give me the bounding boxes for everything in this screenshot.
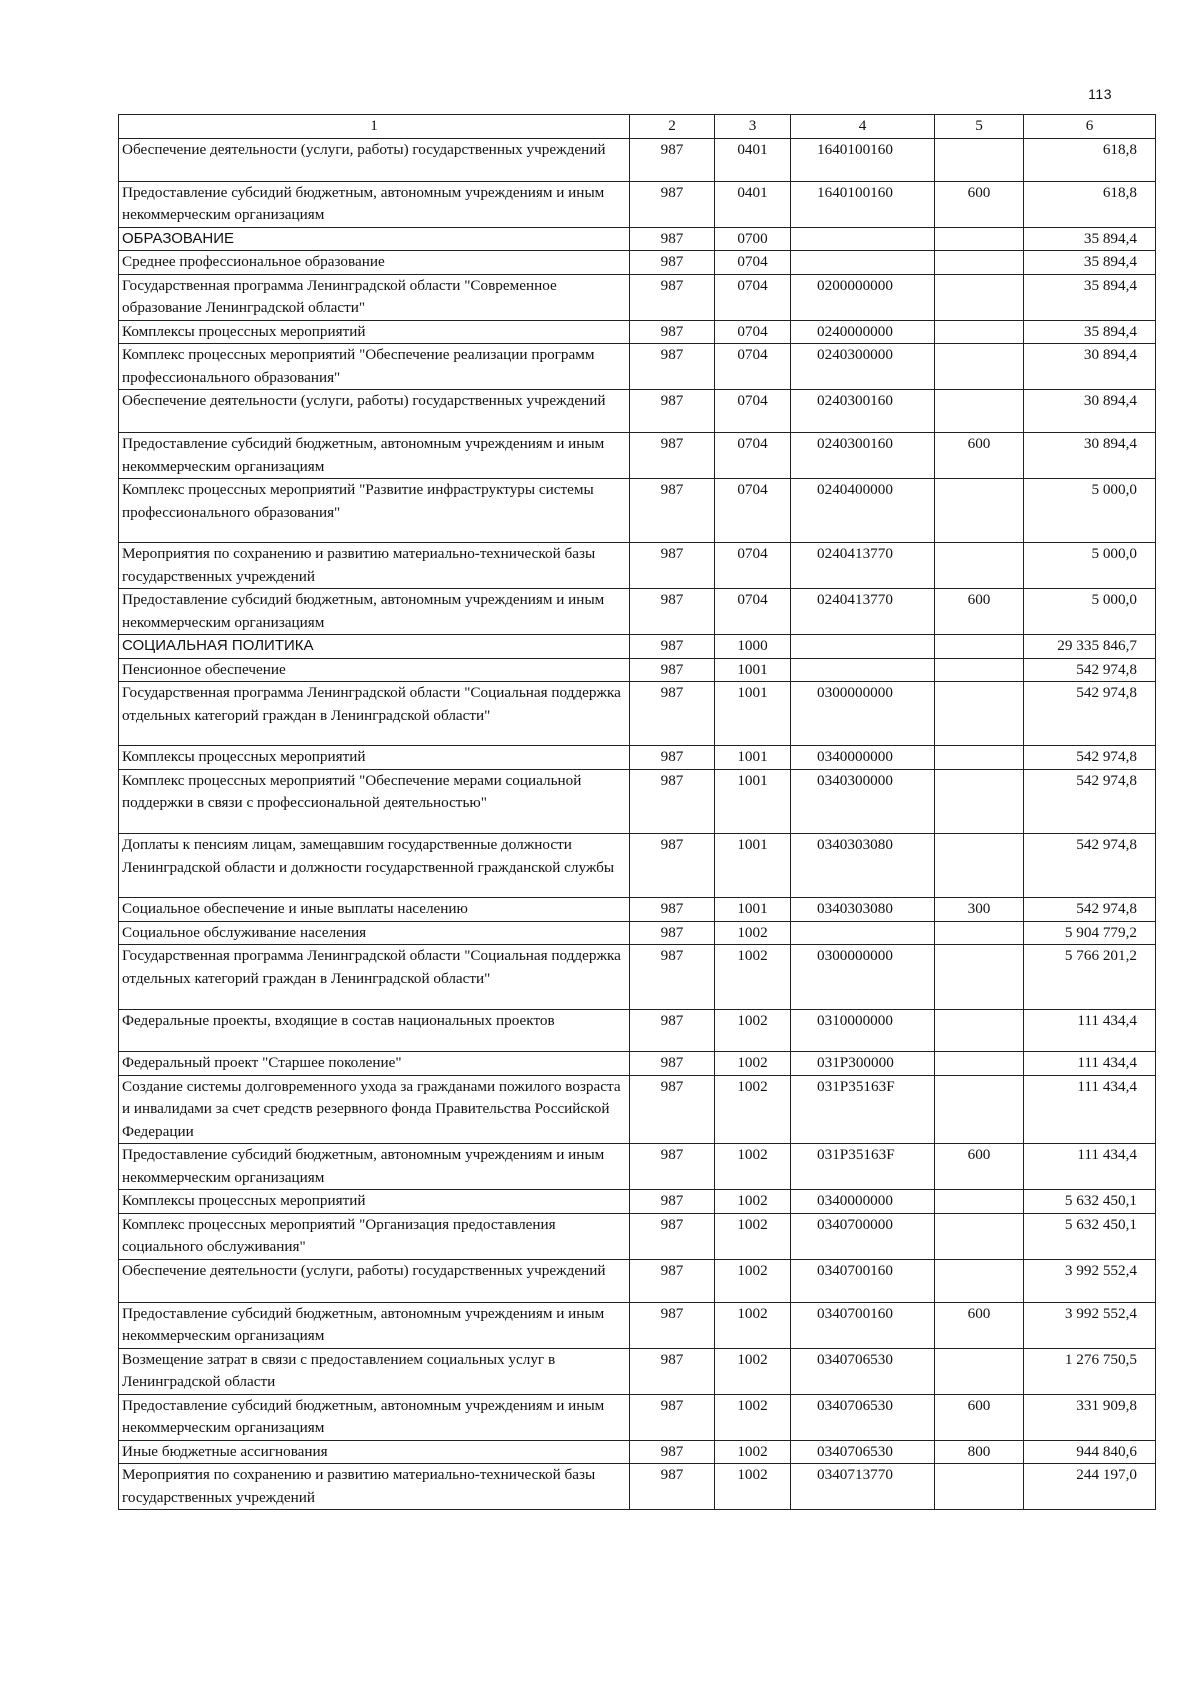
- table-row: [119, 898, 1156, 922]
- table-row: [119, 635, 1156, 659]
- row-target-cell: [791, 921, 935, 945]
- row-section-cell: 1002: [715, 1213, 791, 1259]
- row-name-cell: ОБРАЗОВАНИЕ: [119, 227, 630, 251]
- row-section-cell: 1002: [715, 1009, 791, 1052]
- row-section-cell: 1002: [715, 1052, 791, 1076]
- table-row: [119, 1190, 1156, 1214]
- row-grbs-cell: 987: [630, 479, 715, 543]
- table-row: [119, 1394, 1156, 1440]
- row-target-cell: 0240300000: [791, 344, 935, 390]
- row-grbs-cell: 987: [630, 1394, 715, 1440]
- header-col-2: 2: [630, 115, 715, 139]
- row-section-cell: 0700: [715, 227, 791, 251]
- row-amount-cell: 5 904 779,2: [1024, 921, 1156, 945]
- budget-table: [118, 114, 1156, 1510]
- row-target-cell: 0340706530: [791, 1348, 935, 1394]
- row-grbs-cell: 987: [630, 834, 715, 898]
- row-section-cell: 1001: [715, 834, 791, 898]
- row-amount-cell: 111 434,4: [1024, 1144, 1156, 1190]
- row-expense-type-cell: [935, 1075, 1024, 1144]
- table-row: [119, 1009, 1156, 1052]
- row-expense-type-cell: [935, 390, 1024, 433]
- row-name-cell: Предоставление субсидий бюджетным, автономным учреждениям и иным некоммерческим организациям: [119, 589, 630, 635]
- row-expense-type-cell: 600: [935, 589, 1024, 635]
- row-name-cell: Социальное обслуживание населения: [119, 921, 630, 945]
- row-expense-type-cell: [935, 251, 1024, 275]
- row-target-cell: 0300000000: [791, 682, 935, 746]
- table-row: [119, 1259, 1156, 1302]
- row-name-cell: Государственная программа Ленинградской области "Социальная поддержка отдельных категорий граждан в Ленинградской области": [119, 682, 630, 746]
- table-row: [119, 251, 1156, 275]
- row-grbs-cell: 987: [630, 433, 715, 479]
- row-amount-cell: 30 894,4: [1024, 344, 1156, 390]
- row-section-cell: 1002: [715, 1144, 791, 1190]
- row-target-cell: 031P300000: [791, 1052, 935, 1076]
- row-grbs-cell: 987: [630, 769, 715, 833]
- row-expense-type-cell: [935, 344, 1024, 390]
- row-target-cell: 0340700000: [791, 1213, 935, 1259]
- row-amount-cell: 111 434,4: [1024, 1052, 1156, 1076]
- row-amount-cell: 35 894,4: [1024, 320, 1156, 344]
- row-amount-cell: 618,8: [1024, 139, 1156, 182]
- row-amount-cell: 331 909,8: [1024, 1394, 1156, 1440]
- row-grbs-cell: 987: [630, 635, 715, 659]
- row-name-cell: Среднее профессиональное образование: [119, 251, 630, 275]
- row-expense-type-cell: [935, 769, 1024, 833]
- table-row: [119, 945, 1156, 1009]
- table-row: [119, 1440, 1156, 1464]
- table-body: [119, 139, 1156, 1510]
- row-grbs-cell: 987: [630, 1440, 715, 1464]
- row-expense-type-cell: [935, 1213, 1024, 1259]
- row-amount-cell: 618,8: [1024, 181, 1156, 227]
- row-grbs-cell: 987: [630, 1075, 715, 1144]
- row-amount-cell: 3 992 552,4: [1024, 1259, 1156, 1302]
- row-amount-cell: 944 840,6: [1024, 1440, 1156, 1464]
- row-expense-type-cell: [935, 320, 1024, 344]
- row-section-cell: 0704: [715, 543, 791, 589]
- row-expense-type-cell: 600: [935, 181, 1024, 227]
- row-amount-cell: 5 000,0: [1024, 543, 1156, 589]
- header-col-4: 4: [791, 115, 935, 139]
- row-name-cell: Доплаты к пенсиям лицам, замещавшим государственные должности Ленинградской области и должности государственной гражданской службы: [119, 834, 630, 898]
- header-col-3: 3: [715, 115, 791, 139]
- row-name-cell: Комплекс процессных мероприятий "Обеспечение реализации программ профессионального образования": [119, 344, 630, 390]
- row-grbs-cell: 987: [630, 658, 715, 682]
- row-expense-type-cell: [935, 1259, 1024, 1302]
- row-target-cell: 0340706530: [791, 1440, 935, 1464]
- row-grbs-cell: 987: [630, 1259, 715, 1302]
- row-expense-type-cell: [935, 227, 1024, 251]
- table-row: [119, 227, 1156, 251]
- row-section-cell: 1002: [715, 921, 791, 945]
- row-expense-type-cell: [935, 479, 1024, 543]
- row-grbs-cell: 987: [630, 320, 715, 344]
- table-row: [119, 479, 1156, 543]
- row-grbs-cell: 987: [630, 1144, 715, 1190]
- row-expense-type-cell: 600: [935, 1144, 1024, 1190]
- row-expense-type-cell: [935, 543, 1024, 589]
- row-amount-cell: 542 974,8: [1024, 658, 1156, 682]
- table-row: [119, 682, 1156, 746]
- row-target-cell: 0300000000: [791, 945, 935, 1009]
- row-name-cell: Федеральные проекты, входящие в состав национальных проектов: [119, 1009, 630, 1052]
- row-target-cell: 0240000000: [791, 320, 935, 344]
- row-amount-cell: 542 974,8: [1024, 682, 1156, 746]
- row-expense-type-cell: [935, 682, 1024, 746]
- row-target-cell: 0340000000: [791, 1190, 935, 1214]
- row-target-cell: 0240413770: [791, 589, 935, 635]
- row-name-cell: Социальное обеспечение и иные выплаты населению: [119, 898, 630, 922]
- row-name-cell: Предоставление субсидий бюджетным, автономным учреждениям и иным некоммерческим организациям: [119, 1302, 630, 1348]
- row-target-cell: 0240300160: [791, 433, 935, 479]
- row-amount-cell: 111 434,4: [1024, 1075, 1156, 1144]
- table-row: [119, 1464, 1156, 1510]
- row-section-cell: 0401: [715, 139, 791, 182]
- row-grbs-cell: 987: [630, 921, 715, 945]
- row-section-cell: 1002: [715, 945, 791, 1009]
- row-name-cell: Государственная программа Ленинградской области "Современное образование Ленинградской области": [119, 274, 630, 320]
- row-grbs-cell: 987: [630, 274, 715, 320]
- row-expense-type-cell: 600: [935, 1394, 1024, 1440]
- row-section-cell: 1002: [715, 1302, 791, 1348]
- row-name-cell: Предоставление субсидий бюджетным, автономным учреждениям и иным некоммерческим организациям: [119, 433, 630, 479]
- table-row: [119, 769, 1156, 833]
- table-row: [119, 543, 1156, 589]
- row-name-cell: Комплексы процессных мероприятий: [119, 320, 630, 344]
- header-row: [119, 115, 1156, 139]
- row-name-cell: Комплекс процессных мероприятий "Организация предоставления социального обслуживания": [119, 1213, 630, 1259]
- row-amount-cell: 5 766 201,2: [1024, 945, 1156, 1009]
- row-name-cell: Федеральный проект "Старшее поколение": [119, 1052, 630, 1076]
- row-name-cell: Иные бюджетные ассигнования: [119, 1440, 630, 1464]
- row-target-cell: 0340700160: [791, 1302, 935, 1348]
- row-name-cell: Обеспечение деятельности (услуги, работы) государственных учреждений: [119, 390, 630, 433]
- table-row: [119, 274, 1156, 320]
- row-expense-type-cell: [935, 1009, 1024, 1052]
- table-row: [119, 1075, 1156, 1144]
- row-section-cell: 1000: [715, 635, 791, 659]
- table-row: [119, 746, 1156, 770]
- row-expense-type-cell: [935, 834, 1024, 898]
- row-expense-type-cell: 600: [935, 433, 1024, 479]
- row-target-cell: 1640100160: [791, 181, 935, 227]
- row-grbs-cell: 987: [630, 945, 715, 1009]
- row-expense-type-cell: 600: [935, 1302, 1024, 1348]
- table-row: [119, 589, 1156, 635]
- row-grbs-cell: 987: [630, 1052, 715, 1076]
- table-row: [119, 433, 1156, 479]
- table-row: [119, 921, 1156, 945]
- row-amount-cell: 5 000,0: [1024, 589, 1156, 635]
- row-target-cell: [791, 658, 935, 682]
- row-grbs-cell: 987: [630, 344, 715, 390]
- row-name-cell: Создание системы долговременного ухода за гражданами пожилого возраста и инвалидами за счет средств резервного фонда Правительства Российской Федерации: [119, 1075, 630, 1144]
- row-target-cell: 0340303080: [791, 898, 935, 922]
- table-row: [119, 181, 1156, 227]
- row-name-cell: Комплекс процессных мероприятий "Обеспечение мерами социальной поддержки в связи с профессиональной деятельностью": [119, 769, 630, 833]
- row-section-cell: 0704: [715, 251, 791, 275]
- page-number: 113: [1088, 86, 1112, 102]
- row-section-cell: 1002: [715, 1259, 791, 1302]
- row-expense-type-cell: [935, 1464, 1024, 1510]
- table-row: [119, 390, 1156, 433]
- row-grbs-cell: 987: [630, 251, 715, 275]
- row-name-cell: Государственная программа Ленинградской области "Социальная поддержка отдельных категорий граждан в Ленинградской области": [119, 945, 630, 1009]
- row-expense-type-cell: [935, 746, 1024, 770]
- row-grbs-cell: 987: [630, 898, 715, 922]
- row-target-cell: 0310000000: [791, 1009, 935, 1052]
- row-amount-cell: 244 197,0: [1024, 1464, 1156, 1510]
- row-amount-cell: 5 632 450,1: [1024, 1190, 1156, 1214]
- row-section-cell: 1001: [715, 658, 791, 682]
- row-section-cell: 0704: [715, 390, 791, 433]
- row-amount-cell: 3 992 552,4: [1024, 1302, 1156, 1348]
- row-amount-cell: 542 974,8: [1024, 769, 1156, 833]
- row-expense-type-cell: [935, 1052, 1024, 1076]
- row-name-cell: Мероприятия по сохранению и развитию материально-технической базы государственных учреждений: [119, 1464, 630, 1510]
- table-header: [119, 115, 1156, 139]
- row-target-cell: 0340713770: [791, 1464, 935, 1510]
- row-name-cell: Мероприятия по сохранению и развитию материально-технической базы государственных учреждений: [119, 543, 630, 589]
- row-target-cell: 031P35163F: [791, 1144, 935, 1190]
- row-name-cell: Возмещение затрат в связи с предоставлением социальных услуг в Ленинградской области: [119, 1348, 630, 1394]
- row-name-cell: Пенсионное обеспечение: [119, 658, 630, 682]
- row-amount-cell: 5 632 450,1: [1024, 1213, 1156, 1259]
- row-expense-type-cell: [935, 139, 1024, 182]
- row-amount-cell: 30 894,4: [1024, 433, 1156, 479]
- row-target-cell: 031P35163F: [791, 1075, 935, 1144]
- row-grbs-cell: 987: [630, 181, 715, 227]
- row-name-cell: Предоставление субсидий бюджетным, автономным учреждениям и иным некоммерческим организациям: [119, 1144, 630, 1190]
- row-grbs-cell: 987: [630, 1464, 715, 1510]
- row-amount-cell: 5 000,0: [1024, 479, 1156, 543]
- row-grbs-cell: 987: [630, 227, 715, 251]
- table-row: [119, 658, 1156, 682]
- row-target-cell: [791, 227, 935, 251]
- row-name-cell: Комплекс процессных мероприятий "Развитие инфраструктуры системы профессионального образования": [119, 479, 630, 543]
- row-target-cell: 0340000000: [791, 746, 935, 770]
- row-amount-cell: 35 894,4: [1024, 251, 1156, 275]
- row-expense-type-cell: 800: [935, 1440, 1024, 1464]
- row-section-cell: 0704: [715, 274, 791, 320]
- row-section-cell: 1001: [715, 682, 791, 746]
- row-amount-cell: 1 276 750,5: [1024, 1348, 1156, 1394]
- table-row: [119, 1213, 1156, 1259]
- table-row: [119, 320, 1156, 344]
- row-target-cell: 0340300000: [791, 769, 935, 833]
- row-expense-type-cell: [935, 635, 1024, 659]
- row-target-cell: 0240400000: [791, 479, 935, 543]
- row-target-cell: 0340303080: [791, 834, 935, 898]
- row-section-cell: 0704: [715, 320, 791, 344]
- row-section-cell: 1002: [715, 1190, 791, 1214]
- row-grbs-cell: 987: [630, 746, 715, 770]
- table-row: [119, 1302, 1156, 1348]
- row-name-cell: Предоставление субсидий бюджетным, автономным учреждениям и иным некоммерческим организациям: [119, 181, 630, 227]
- row-name-cell: Предоставление субсидий бюджетным, автономным учреждениям и иным некоммерческим организациям: [119, 1394, 630, 1440]
- row-amount-cell: 30 894,4: [1024, 390, 1156, 433]
- row-name-cell: СОЦИАЛЬНАЯ ПОЛИТИКА: [119, 635, 630, 659]
- row-section-cell: 0704: [715, 433, 791, 479]
- row-grbs-cell: 987: [630, 1190, 715, 1214]
- row-target-cell: 1640100160: [791, 139, 935, 182]
- row-name-cell: Обеспечение деятельности (услуги, работы) государственных учреждений: [119, 1259, 630, 1302]
- row-amount-cell: 542 974,8: [1024, 898, 1156, 922]
- row-target-cell: 0340706530: [791, 1394, 935, 1440]
- row-amount-cell: 542 974,8: [1024, 834, 1156, 898]
- row-name-cell: Обеспечение деятельности (услуги, работы) государственных учреждений: [119, 139, 630, 182]
- row-name-cell: Комплексы процессных мероприятий: [119, 1190, 630, 1214]
- header-col-6: 6: [1024, 115, 1156, 139]
- row-amount-cell: 29 335 846,7: [1024, 635, 1156, 659]
- row-expense-type-cell: [935, 658, 1024, 682]
- row-target-cell: [791, 251, 935, 275]
- row-section-cell: 1001: [715, 746, 791, 770]
- row-section-cell: 0704: [715, 344, 791, 390]
- table-row: [119, 344, 1156, 390]
- row-target-cell: 0240300160: [791, 390, 935, 433]
- row-amount-cell: 542 974,8: [1024, 746, 1156, 770]
- row-grbs-cell: 987: [630, 1213, 715, 1259]
- row-grbs-cell: 987: [630, 682, 715, 746]
- row-section-cell: 1002: [715, 1075, 791, 1144]
- table-row: [119, 1144, 1156, 1190]
- row-expense-type-cell: [935, 1190, 1024, 1214]
- row-section-cell: 1002: [715, 1440, 791, 1464]
- row-amount-cell: 35 894,4: [1024, 227, 1156, 251]
- row-section-cell: 1002: [715, 1394, 791, 1440]
- row-expense-type-cell: [935, 921, 1024, 945]
- row-grbs-cell: 987: [630, 1348, 715, 1394]
- row-expense-type-cell: [935, 1348, 1024, 1394]
- row-grbs-cell: 987: [630, 1302, 715, 1348]
- row-section-cell: 0401: [715, 181, 791, 227]
- row-grbs-cell: 987: [630, 390, 715, 433]
- row-grbs-cell: 987: [630, 589, 715, 635]
- header-col-1: 1: [119, 115, 630, 139]
- row-grbs-cell: 987: [630, 543, 715, 589]
- row-target-cell: 0200000000: [791, 274, 935, 320]
- table-row: [119, 1348, 1156, 1394]
- table-row: [119, 1052, 1156, 1076]
- header-col-5: 5: [935, 115, 1024, 139]
- row-section-cell: 1001: [715, 898, 791, 922]
- row-grbs-cell: 987: [630, 139, 715, 182]
- row-target-cell: 0340700160: [791, 1259, 935, 1302]
- row-target-cell: [791, 635, 935, 659]
- row-amount-cell: 111 434,4: [1024, 1009, 1156, 1052]
- row-grbs-cell: 987: [630, 1009, 715, 1052]
- row-section-cell: 1002: [715, 1348, 791, 1394]
- row-target-cell: 0240413770: [791, 543, 935, 589]
- table-row: [119, 139, 1156, 182]
- row-expense-type-cell: [935, 274, 1024, 320]
- table-row: [119, 834, 1156, 898]
- row-expense-type-cell: 300: [935, 898, 1024, 922]
- row-amount-cell: 35 894,4: [1024, 274, 1156, 320]
- row-name-cell: Комплексы процессных мероприятий: [119, 746, 630, 770]
- row-section-cell: 1001: [715, 769, 791, 833]
- row-section-cell: 0704: [715, 589, 791, 635]
- row-section-cell: 0704: [715, 479, 791, 543]
- row-section-cell: 1002: [715, 1464, 791, 1510]
- row-expense-type-cell: [935, 945, 1024, 1009]
